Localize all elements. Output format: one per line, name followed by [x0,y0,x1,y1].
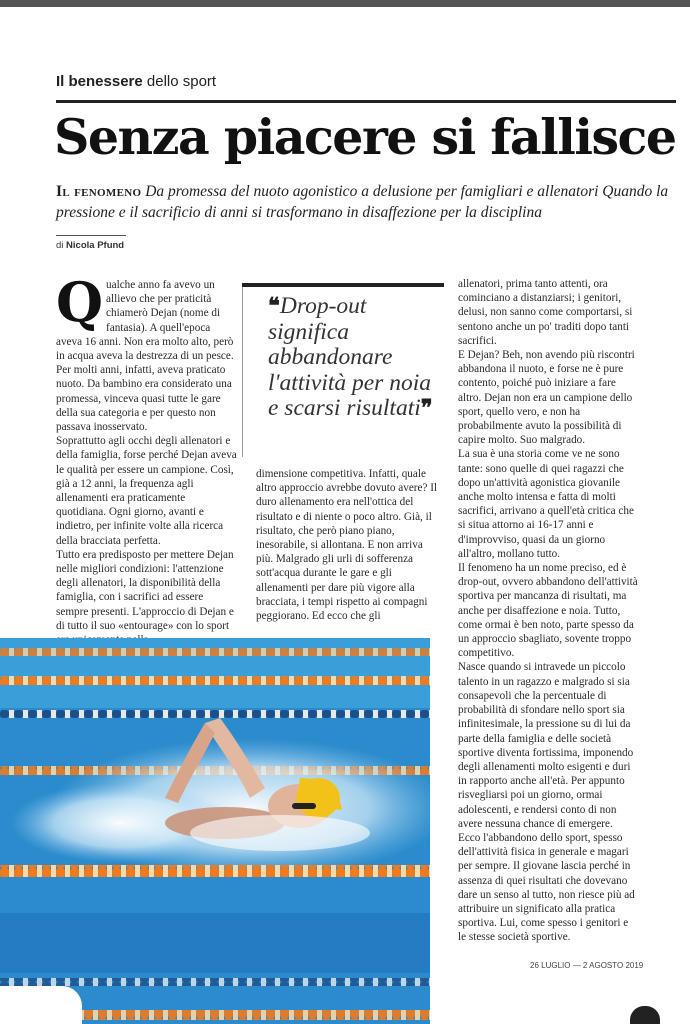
page-corner [0,986,82,1024]
pull-quote-divider [242,287,243,457]
byline [56,240,124,251]
pull-quote-text: Drop-out significa abbandonare l'attività per noia e scarsi risultati [268,293,431,421]
article-column-1 [56,270,238,647]
open-quote-icon: ❝ [268,293,280,319]
paragraph: E Dejan? Beh, non avendo più riscontri abbandona il nuoto, e forse ne è pure contento, poiché può iniziare a fare altro. Dejan non era un campione dello sport, quello vero, e non ha probabilmente avuto la possibilità di capire molto. Suo malgrado. [458,349,635,447]
paragraph: dimensione competitiva. Infatti, quale altro approccio avrebbe dovuto avere? Il duro allenamento era nell'ottica del risultato e di niente o poco altro. Già, il risultato, che però piano piano, inesorabile, si allontana. E non arriva più. Malgrado gli urli di sofferenza sott'acqua durante le gare e gli allenamenti per dare più vigore alla bracciata, i tempi rispetto ai compagni peggiorano. Ed ecco che gli [256,468,438,623]
swimmer-photo [0,638,430,1024]
overlay-button[interactable] [630,1006,660,1024]
headline: Senza piacere si fallisce [54,108,676,166]
paragraph: allenatori, prima tanto attenti, ora cominciano a distanziarsi; i genitori, delusi, non sanno come comportarsi, si sentono anche un po' traditi dopo tanti sacrifici. [458,278,633,347]
swimmer-illustration [0,638,430,1024]
paragraph: Tutto era predisposto per mettere Dejan nelle migliori condizioni: l'attenzione degli allenatori, la disponibilità della famiglia, con i sacrifici ad essere sempre presenti. L'approccio di Dejan e di tutto il suo «entourage» con lo sport [56,548,234,632]
close-quote-icon: ❞ [420,395,433,421]
section-label-bold: Il benessere [56,73,143,90]
section-label [56,73,216,90]
pull-quote [268,294,440,422]
paragraph: ualche anno fa avevo un allievo che per praticità chiamerò Dejan (nome di fantasia). A quell'epoca aveva 16 anni. Non era molto alto, però in acqua aveva la destrezza di un pesce. Per molti anni, infatti, aveva praticato nuoto. Da bambino era considerato una promessa, vinceva quasi tutte le gare della sua categoria e per questo non passava inosservato. [56,279,234,434]
section-label-rest: dello sport [142,73,217,90]
pull-quote-bar [242,283,444,287]
paragraph: Nasce quando si intravede un piccolo talento in un ragazzo e malgrado si sia consapevoli che la percentuale di probabilità di sfondare nello sport sia infinitesimale, la pressione su di lui da parte della famiglia e delle società sportive diventa fortissima, imponendo degli allenamenti molto esigenti e duri in rapporto anche all'età. Per appunto risvegliarsi poi un giorno, ormai adolescenti, e rendersi conto di non avere nessuna chance di emergere. [458,661,634,830]
header-rule [56,100,676,103]
page-footer-date: 26 LUGLIO — 2 AGOSTO 2019 [530,961,644,970]
article-column-3 [458,277,638,945]
paragraph: Soprattutto agli occhi degli allenatori e della famiglia, forse perché Dejan aveva le qualità per essere un campione. Così, già a 12 anni, la frequenza agli allenamenti era praticamente quotidiana. Ogni giorno, avanti e indietro, per infinite volte alla ricerca della bracciata perfetta. [56,435,237,547]
byline-prefix: di [56,240,67,251]
article-column-2 [256,467,441,623]
subhead-kicker: Il fenomeno [56,183,142,200]
top-border [0,0,690,7]
paragraph: Il fenomeno ha un nome preciso, ed è drop-out, ovvero abbandono dell'attività sportiva per mancanza di risultati, ma anche per disaffezione e noia. Tutto, come ormai è ben noto, parte spesso da un approccio sbagliato, sovente troppo competitivo. [458,562,638,660]
byline-rule [56,235,126,236]
paragraph: La sua è una storia come ve ne sono tante: sono quelle di quei ragazzi che dopo un'attività agonistica giovanile anche molto intensa e fatta di molti sacrifici, arrivano a quell'età critica che si situa attorno ai 16-17 anni e d'improvviso, quasi da un giorno all'altro, mollano tutto. [458,448,634,560]
subheadline [56,181,676,223]
byline-author: Nicola Pfund [66,240,125,251]
subhead-text: Da promessa del nuoto agonistico a delusione per famigliari e allenatori Quando la pressione e il sacrificio di anni si trasformano in disaffezione per la disciplina [56,183,669,221]
drop-cap: Q [56,270,104,334]
paragraph: Ecco l'abbandono dello sport, spesso dell'attività fisica in generale e magari per sempre. Il giovane lascia perché in assenza di quei risultati che dovevano dare un senso al tutto, non riesce più ad attribuire un significato alla pratica sportiva. Lui, come spesso i genitori e le stesse società sportive. [458,831,635,944]
